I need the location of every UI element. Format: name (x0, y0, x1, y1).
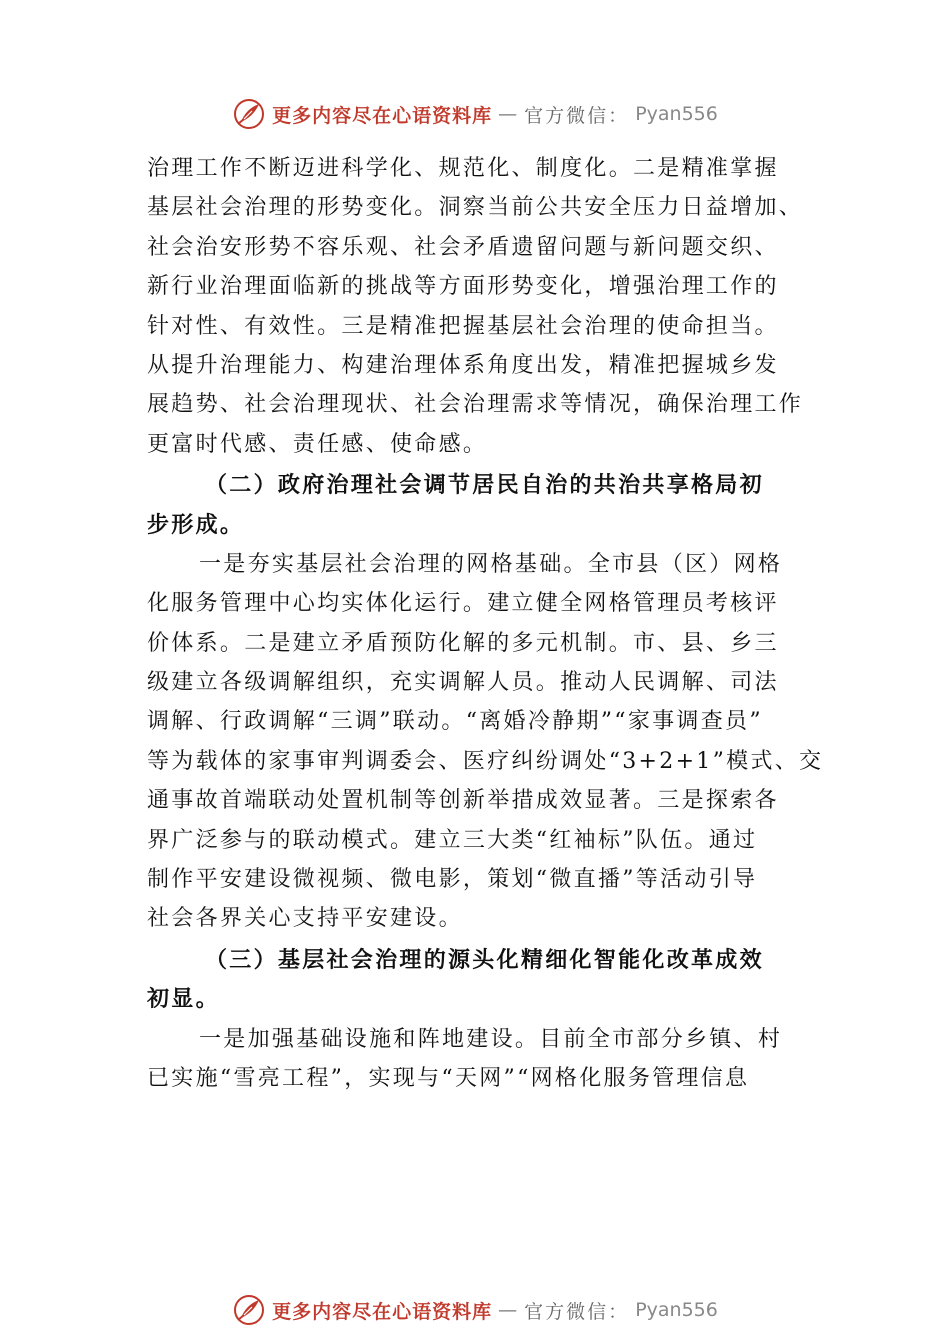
paragraph (147, 1020, 827, 1099)
heading-line: （二）政府治理社会调节居民自治的共治共享格局初 (205, 472, 764, 499)
text-line: 社会各界关心支持平安建设。 (147, 906, 463, 932)
banner-wechat-id: Pyan556 (635, 1299, 718, 1321)
paragraph (147, 149, 827, 464)
text-line: 调解、行政调解“三调”联动。“离婚冷静期”“家事调查员” (147, 709, 763, 735)
section-heading (147, 466, 827, 545)
feather-logo-icon (232, 97, 266, 131)
paragraph (147, 545, 827, 939)
text-line: 界广泛参与的联动模式。建立三大类“红袖标”队伍。通过 (147, 827, 758, 853)
heading-line: 初显。 (147, 986, 220, 1013)
feather-logo-icon (232, 1293, 266, 1327)
banner-wechat-id: Pyan556 (635, 103, 718, 125)
text-line: 制作平安建设微视频、微电影，策划“微直播”等活动引导 (147, 867, 758, 893)
text-line: 社会治安形势不容乐观、社会矛盾遗留问题与新问题交织、 (147, 234, 779, 260)
text-line: 价体系。二是建立矛盾预防化解的多元机制。市、县、乡三 (147, 630, 779, 656)
banner-separator: — (498, 1299, 519, 1321)
text-line: 一是夯实基层社会治理的网格基础。全市县（区）网格 (199, 551, 783, 577)
text-line: 已实施“雪亮工程”，实现与“天网”“网格化服务管理信息 (147, 1065, 750, 1091)
banner-separator: — (498, 103, 519, 125)
heading-line: 步形成。 (147, 511, 245, 538)
text-line: 展趋势、社会治理现状、社会治理需求等情况，确保治理工作 (147, 392, 804, 418)
header-watermark (0, 96, 950, 132)
text-line: 一是加强基础设施和阵地建设。目前全市部分乡镇、村 (199, 1026, 783, 1052)
text-line: 等为载体的家事审判调委会、医疗纠纷调处“3+2+1”模式、交 (147, 748, 824, 774)
text-line: 基层社会治理的形势变化。洞察当前公共安全压力日益增加、 (147, 195, 804, 221)
banner-brand: 更多内容尽在心语资料库 (272, 104, 493, 127)
section-heading (147, 941, 827, 1020)
text-line: 从提升治理能力、构建治理体系角度出发，精准把握城乡发 (147, 352, 779, 378)
banner-brand: 更多内容尽在心语资料库 (272, 1300, 493, 1323)
banner-label: 官方微信： (524, 104, 630, 127)
heading-line: （三）基层社会治理的源头化精细化智能化改革成效 (205, 946, 764, 973)
text-line: 治理工作不断迈进科学化、规范化、制度化。二是精准掌握 (147, 156, 779, 181)
text-line: 新行业治理面临新的挑战等方面形势变化，增强治理工作的 (147, 274, 779, 300)
text-line: 级建立各级调解组织，充实调解人员。推动人民调解、司法 (147, 670, 779, 696)
document-body (147, 149, 827, 1098)
text-line: 更富时代感、责任感、使命感。 (147, 431, 488, 457)
text-line: 针对性、有效性。三是精准把握基层社会治理的使命担当。 (147, 313, 779, 339)
text-line: 通事故首端联动处置机制等创新举措成效显著。三是探索各 (147, 788, 779, 814)
banner-label: 官方微信： (524, 1300, 630, 1323)
footer-watermark (0, 1292, 950, 1328)
text-line: 化服务管理中心均实体化运行。建立健全网格管理员考核评 (147, 591, 779, 617)
